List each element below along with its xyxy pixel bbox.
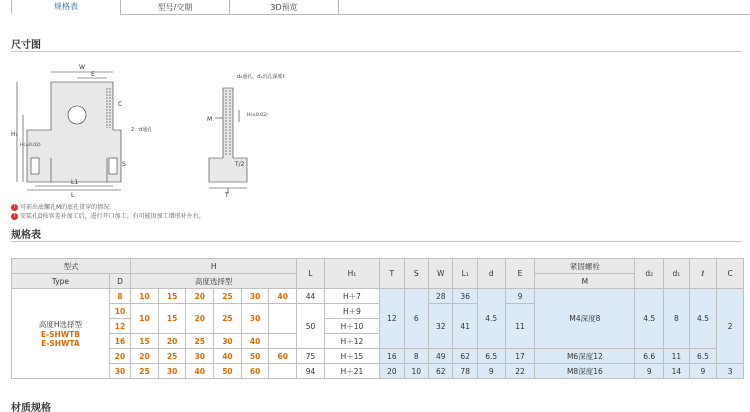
table-row: 高度H选择型 E-SHWTB E-SHWTA 8 10 15 20 25 30 40 44 H＋7 12 6 28 36 4.5 9 M4深度8 4.5 8 4.5 2 (12, 289, 744, 304)
type-cell: 高度H选择型 E-SHWTB E-SHWTA (12, 289, 110, 379)
label-d2-d1: d₂通孔、d₁沉孔深度ℓ (237, 74, 285, 80)
header-bolt-M: M (535, 274, 635, 289)
section-title-spec: 规格表 (11, 230, 41, 241)
header-L: L (297, 259, 325, 289)
label-H: H(±0.02) (20, 143, 41, 148)
header-type: 型式 (12, 259, 131, 274)
header-S: S (404, 259, 428, 289)
header-T: T (380, 259, 404, 289)
header-bolt: 紧固螺栓 (535, 259, 635, 274)
table-row: 10 10 15 20 25 30 50 H＋9 32 41 11 (12, 304, 744, 319)
section-title-dimension: 尺寸图 (11, 40, 41, 51)
header-H1: H₁ (324, 259, 379, 289)
header-type-en: Type (12, 274, 110, 289)
table-row: 12 H＋10 (12, 319, 744, 334)
tab-spec[interactable]: 规格表 (11, 0, 121, 15)
label-H1: H₁ (11, 131, 18, 138)
header-d: d (477, 259, 505, 289)
header-E: E (505, 259, 535, 289)
header-W: W (429, 259, 453, 289)
label-L: L (71, 192, 75, 198)
dimension-drawing (11, 58, 311, 198)
header-l: ℓ (689, 259, 717, 289)
divider (11, 51, 742, 52)
label-C: C (118, 101, 123, 108)
label-T2: T/2 (235, 161, 245, 168)
tab-underline (333, 14, 750, 15)
header-L1: L₁ (453, 259, 477, 289)
section-title-material: 材质规格 (11, 403, 51, 412)
spec-table (11, 258, 744, 379)
note-item: ! 安装孔D按容差补加工后，进行开口加工。有可能因加工增形补左右。 (11, 212, 205, 221)
label-L1: L1 (71, 179, 79, 186)
table-row: 30 25 30 40 50 60 94 H＋21 20 10 62 78 9 22 M8深度16 9 14 9 3 (12, 364, 744, 379)
notes (11, 203, 205, 221)
warning-icon: ! (11, 204, 18, 211)
label-through-hole: 2一d通孔 (131, 127, 153, 133)
table-row: 16 15 20 25 30 40 H＋12 (12, 334, 744, 349)
header-H: H (131, 259, 297, 274)
label-dimension: H(±0.02) (247, 113, 268, 118)
divider (11, 241, 742, 242)
tab-3d[interactable]: 3D预览 (229, 0, 339, 15)
label-W: W (79, 64, 85, 71)
label-S: S (122, 161, 126, 168)
header-d2: d₂ (635, 259, 664, 289)
tab-model[interactable]: 型号/交期 (120, 0, 230, 15)
header-d1: d₁ (664, 259, 690, 289)
note-item: ! 可前出底螺孔M的底孔贯穿的情况。 (11, 203, 205, 212)
header-C: C (717, 259, 744, 289)
table-row: 20 20 25 30 40 50 60 75 H＋15 16 8 49 62 6.5 17 M6深度12 6.6 11 6.5 (12, 349, 744, 364)
header-H-sub: 高度选择型 (131, 274, 297, 289)
label-E: E (91, 71, 95, 78)
header-D: D (109, 274, 130, 289)
label-M: M (207, 116, 213, 123)
label-T: T (225, 192, 229, 198)
tab-bar (11, 0, 338, 15)
warning-icon: ! (11, 213, 18, 220)
